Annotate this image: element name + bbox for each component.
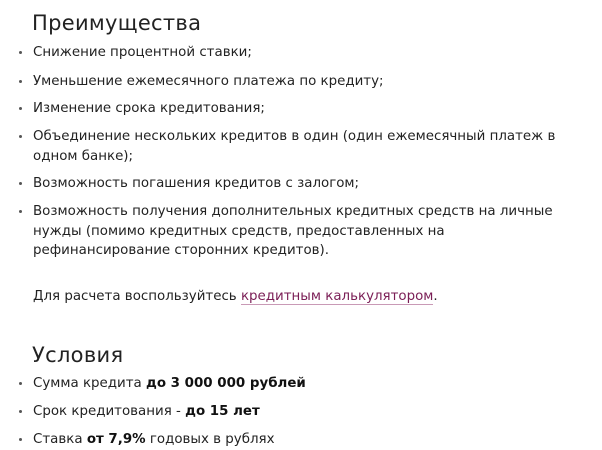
bullet-icon: [19, 410, 22, 413]
bullet-icon: [19, 51, 22, 54]
condition-value: от 7,9%: [86, 432, 146, 447]
bullet-icon: [19, 107, 22, 110]
advantage-text: Возможность получения дополнительных кредитных средств на личные нужды (помимо кредитных средств, предоставленных на рефинансирование сторонних кредитов).: [33, 204, 553, 258]
calculator-link[interactable]: кредитным калькулятором: [240, 289, 434, 304]
condition-text: [33, 430, 560, 450]
bullet-icon: [19, 80, 22, 83]
conditions-heading: Условия: [32, 343, 124, 367]
calculator-suffix: .: [433, 289, 438, 304]
advantage-text: Объединение нескольких кредитов в один (один ежемесячный платеж в одном банке);: [33, 129, 556, 164]
bullet-icon: [19, 182, 22, 185]
bullet-icon: [19, 438, 22, 441]
condition-prefix: Сумма кредита: [33, 376, 146, 391]
condition-prefix: Ставка: [33, 432, 87, 447]
advantage-text: Снижение процентной ставки;: [33, 45, 252, 60]
advantage-text: Уменьшение ежемесячного платежа по кредиту;: [33, 74, 384, 89]
condition-value: до 3 000 000 рублей: [146, 376, 306, 391]
condition-text: [33, 374, 560, 394]
calculator-paragraph: [33, 287, 438, 307]
advantage-text: Изменение срока кредитования;: [33, 101, 265, 116]
calculator-prefix: Для расчета воспользуйтесь: [33, 289, 241, 304]
condition-prefix: Срок кредитования -: [33, 404, 186, 419]
bullet-icon: [19, 382, 22, 385]
bullet-icon: [19, 210, 22, 213]
condition-text: [33, 402, 560, 422]
condition-value: до 15 лет: [185, 404, 260, 419]
advantages-heading: Преимущества: [32, 11, 202, 35]
advantage-text: Возможность погашения кредитов с залогом;: [33, 176, 360, 191]
bullet-icon: [19, 135, 22, 138]
condition-suffix: годовых в рублях: [145, 432, 275, 447]
